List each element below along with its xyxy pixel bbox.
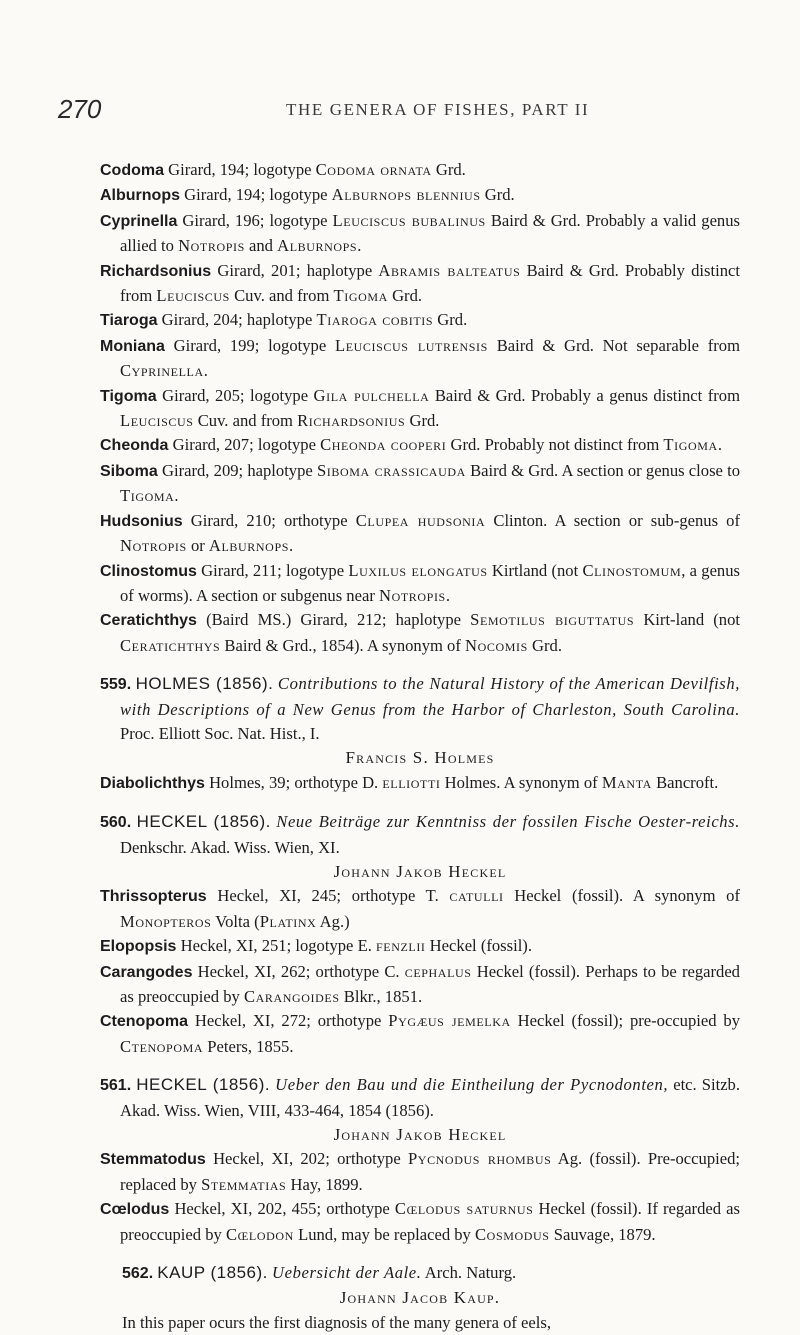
taxon-ref: Stemmatias bbox=[201, 1174, 287, 1194]
genus-entry bbox=[100, 608, 740, 658]
entry-text: Heckel (fossil); pre-occupied by bbox=[510, 1011, 741, 1031]
genus-entry bbox=[100, 308, 740, 333]
entry-text: . bbox=[357, 236, 362, 256]
genus-name: Richardsonius bbox=[100, 262, 212, 280]
genus-name: Elopopsis bbox=[100, 938, 177, 956]
entry-text: Volta ( bbox=[211, 911, 260, 931]
genus-entry bbox=[100, 384, 740, 434]
entry-text: Baird & Grd. A section or genus close to bbox=[465, 460, 740, 480]
page-header bbox=[58, 94, 758, 130]
reference-title: Neue Beiträge zur Kenntniss der fossilen Fische Oester-reichs. bbox=[276, 812, 740, 832]
entry-text: Girard, 201; haplotype bbox=[217, 260, 379, 280]
genus-name: Alburnops bbox=[100, 187, 180, 205]
reference-note: In this paper ocurs the first diagnosis of the many genera of eels, bbox=[122, 1312, 552, 1332]
genus-name: Thrissopterus bbox=[100, 888, 207, 906]
entry-text: Peters, 1855. bbox=[203, 1036, 294, 1056]
type-species: catulli bbox=[449, 886, 504, 906]
reference-author: HECKEL (1856). bbox=[136, 812, 271, 832]
reference-byline: Johann Jacob Kaup. bbox=[339, 1288, 501, 1308]
entry-text: . bbox=[174, 486, 179, 506]
type-species: Codoma ornata bbox=[315, 160, 432, 179]
entry-text: Ag.) bbox=[316, 911, 350, 931]
genus-entry bbox=[100, 459, 740, 509]
entry-text: Ag. (fossil). Pre-occupied; replaced by bbox=[120, 1149, 741, 1194]
type-species: Semotilus biguttatus bbox=[470, 610, 635, 630]
genus-name: Cheonda bbox=[100, 437, 169, 455]
genus-entry bbox=[100, 934, 740, 959]
entry-text: Girard, 194; logotype bbox=[168, 160, 316, 179]
entry-text: , a genus of worms). A section or subgenus near bbox=[120, 560, 740, 605]
entry-text: Heckel (fossil). Perhaps to be regarded as preoccupied by bbox=[120, 961, 740, 1006]
reference-publication: Arch. Naturg. bbox=[421, 1263, 517, 1283]
type-species: fenzlii bbox=[376, 936, 426, 956]
genus-entry bbox=[100, 509, 740, 559]
entry-text: Lund, may be replaced by bbox=[293, 1224, 476, 1244]
entry-text: Grd. bbox=[433, 310, 468, 330]
genus-name: Hudsonius bbox=[100, 512, 183, 530]
entry-text: Girard, 207; logotype bbox=[172, 435, 321, 455]
reference-560: 560. HECKEL (1856). Neue Beiträge zur Kenntniss der fossilen Fische Oester-reichs. Denkschr. Akad. Wiss. Wien, XI. bbox=[100, 812, 740, 857]
entry-text: Baird & Grd. Probably a genus distinct from bbox=[429, 385, 740, 405]
entry-text: Clinton. A section or sub-genus of bbox=[485, 510, 740, 530]
reference-publication: etc. Sitzb. Akad. Wiss. Wien, VIII, 433-464, 1854 (1856). bbox=[120, 1075, 741, 1120]
genus-name: Siboma bbox=[100, 462, 158, 480]
reference-561: 561. HECKEL (1856). Ueber den Bau und die Eintheilung der Pycnodonten, etc. Sitzb. Akad. Wiss. Wien, VIII, 433-464, 1854 (1856). bbox=[100, 1075, 741, 1120]
entry-text: Heckel, XI, 202, 455; orthotype bbox=[174, 1199, 395, 1219]
genus-name: Codoma bbox=[100, 162, 164, 179]
taxon-ref: Ceratichthys bbox=[120, 635, 221, 655]
type-species: Alburnops blennius bbox=[331, 185, 481, 205]
entry-text: Holmes, 39; orthotype D. bbox=[209, 772, 383, 792]
genus-entry bbox=[100, 259, 740, 309]
taxon-ref: Notropis bbox=[120, 536, 187, 556]
reference-title: Contributions to the Natural History of the American Devilfish, with Descriptions of a New Genus from the Harbor of Charleston, South Carolina. bbox=[120, 674, 741, 719]
entry-text: and bbox=[244, 236, 278, 256]
entry-text: Heckel, XI, 262; orthotype C. bbox=[197, 961, 405, 981]
taxon-ref: Carangoides bbox=[243, 987, 340, 1006]
running-head: THE GENERA OF FISHES, PART II bbox=[286, 100, 590, 119]
taxon-ref: Alburnops bbox=[277, 236, 358, 256]
page-body bbox=[100, 158, 740, 1335]
taxon-ref: Notropis bbox=[178, 236, 245, 256]
entry-text: Baird & Grd. Probably distinct from bbox=[120, 260, 740, 306]
genus-entry bbox=[100, 1197, 740, 1247]
reference-byline: Johann Jakob Heckel bbox=[333, 1125, 507, 1145]
genus-name: Cyprinella bbox=[100, 212, 178, 230]
entry-text: Heckel, XI, 251; logotype E. bbox=[180, 936, 376, 956]
genus-entry bbox=[100, 334, 740, 384]
reference-author: KAUP (1856). bbox=[157, 1263, 268, 1283]
entry-text: Baird & Grd. Not separable from bbox=[487, 335, 740, 355]
entry-text: Baird & Grd. Probably a valid genus allied to bbox=[120, 210, 740, 256]
entry-text: Heckel, XI, 245; orthotype T. bbox=[217, 886, 450, 906]
genus-name: Cœlodus bbox=[100, 1201, 170, 1219]
reference-byline: Johann Jakob Heckel bbox=[333, 861, 507, 881]
type-species: Abramis balteatus bbox=[378, 260, 521, 280]
type-species: Leuciscus bubalinus bbox=[332, 210, 486, 230]
entry-text: Heckel (fossil). If regarded as preoccupied by bbox=[120, 1199, 740, 1244]
entry-text: . bbox=[289, 536, 294, 556]
entry-text: . bbox=[717, 435, 722, 455]
taxon-ref: Tigoma bbox=[663, 435, 718, 455]
genus-list-holmes bbox=[100, 771, 740, 796]
type-species: Siboma crassicauda bbox=[316, 460, 466, 480]
entry-text: Heckel, XI, 272; orthotype bbox=[194, 1011, 389, 1031]
entry-text: Holmes. A synonym of bbox=[440, 772, 602, 792]
reference-publication: Proc. Elliott Soc. Nat. Hist., I. bbox=[120, 723, 320, 743]
genus-entry bbox=[100, 209, 740, 259]
entry-text: Heckel, XI, 202; orthotype bbox=[213, 1149, 408, 1169]
entry-text: Girard, 196; logotype bbox=[182, 210, 333, 230]
taxon-ref: Clinostomum bbox=[582, 560, 682, 580]
reference-559: 559. HOLMES (1856). Contributions to the Natural History of the American Devilfish, with Descriptions of a New Genus from the Harbor of Charleston, South Carolina. Proc. Elliott Soc. Nat. Hist., I. bbox=[100, 674, 741, 743]
genus-name: Tigoma bbox=[100, 387, 157, 405]
taxon-ref: Tigoma bbox=[333, 286, 388, 306]
genus-entry bbox=[100, 559, 740, 609]
reference-publication: Denkschr. Akad. Wiss. Wien, XI. bbox=[120, 837, 340, 857]
taxon-ref: Monopteros bbox=[120, 911, 212, 931]
type-species: Pycnodus rhombus bbox=[407, 1149, 552, 1169]
genus-name: Moniana bbox=[100, 337, 165, 355]
genus-entry bbox=[100, 433, 740, 458]
entry-text: Girard, 210; orthotype bbox=[190, 510, 356, 530]
reference-author: HECKEL (1856). bbox=[136, 1075, 271, 1095]
type-species: cephalus bbox=[404, 961, 472, 981]
entry-text: Kirt-land (not bbox=[634, 610, 741, 630]
entry-text: . bbox=[445, 585, 450, 605]
genus-name: Ctenopoma bbox=[100, 1013, 188, 1031]
genus-name: Stemmatodus bbox=[100, 1151, 206, 1169]
entry-text: Girard, 209; haplotype bbox=[162, 460, 317, 480]
taxon-ref: Alburnops bbox=[208, 536, 289, 556]
entry-text: Heckel (fossil). A synonym of bbox=[503, 886, 740, 906]
type-species: Gila pulchella bbox=[313, 385, 430, 405]
entry-text: Grd. bbox=[480, 185, 515, 205]
taxon-ref: Richardsonius bbox=[297, 411, 406, 431]
entry-text: Girard, 199; logotype bbox=[173, 335, 335, 355]
entry-text: (Baird MS.) Girard, 212; haplotype bbox=[206, 610, 471, 630]
taxon-ref: Nocomis bbox=[465, 635, 528, 655]
genus-list-heckel-a bbox=[100, 884, 740, 1059]
reference-author: HOLMES (1856). bbox=[135, 674, 274, 694]
type-species: Cheonda cooperi bbox=[320, 435, 447, 455]
page-number: 270 bbox=[58, 94, 102, 124]
entry-text: Kirtland (not bbox=[487, 560, 583, 580]
genus-entry bbox=[100, 1147, 740, 1197]
type-species: Pygæus jemelka bbox=[388, 1011, 511, 1031]
entry-text: Sauvage, 1879. bbox=[549, 1224, 656, 1244]
type-species: Cœlodus saturnus bbox=[394, 1199, 534, 1219]
entry-text: Girard, 205; logotype bbox=[162, 385, 314, 405]
reference-title: Uebersicht der Aale. bbox=[272, 1263, 422, 1283]
entry-text: Grd. bbox=[405, 411, 440, 431]
taxon-ref: Platinx bbox=[259, 911, 317, 931]
genus-entry bbox=[100, 884, 740, 934]
taxon-ref: Cyprinella bbox=[120, 361, 204, 381]
genus-name: Carangodes bbox=[100, 963, 193, 981]
entry-text: Cuv. and from bbox=[229, 286, 334, 306]
taxon-ref: Tigoma bbox=[120, 486, 175, 506]
genus-list-girard bbox=[100, 158, 740, 658]
genus-entry bbox=[100, 183, 740, 208]
reference-title: Ueber den Bau und die Eintheilung der Pycnodonten, bbox=[275, 1075, 669, 1095]
type-species: Leuciscus lutrensis bbox=[334, 335, 488, 355]
entry-text: Girard, 194; logotype bbox=[184, 185, 332, 205]
entry-text: Bancroft. bbox=[651, 772, 719, 792]
taxon-ref: Cosmodus bbox=[475, 1224, 550, 1244]
reference-byline: Francis S. Holmes bbox=[345, 748, 495, 768]
entry-text: Girard, 204; haplotype bbox=[161, 310, 317, 330]
taxon-ref: Cœlodon bbox=[225, 1224, 294, 1244]
entry-text: Grd. bbox=[527, 635, 562, 655]
entry-text: Grd. Probably not distinct from bbox=[446, 435, 664, 455]
entry-text: Baird & Grd., 1854). A synonym of bbox=[220, 635, 466, 655]
taxon-ref: Leuciscus bbox=[156, 286, 230, 306]
type-species: Clupea hudsonia bbox=[355, 510, 486, 530]
taxon-ref: Leuciscus bbox=[120, 411, 194, 431]
type-species: Luxilus elongatus bbox=[348, 560, 488, 580]
reference-562: 562. KAUP (1856). Uebersicht der Aale. Arch. Naturg. bbox=[122, 1263, 517, 1283]
genus-list-heckel-b bbox=[100, 1147, 740, 1247]
genus-name: Ceratichthys bbox=[100, 612, 197, 630]
genus-name: Clinostomus bbox=[100, 562, 197, 580]
entry-text: . bbox=[203, 361, 208, 381]
taxon-ref: Notropis bbox=[379, 585, 446, 605]
genus-entry bbox=[100, 158, 740, 183]
taxon-ref: Manta bbox=[601, 772, 652, 792]
genus-name: Diabolichthys bbox=[100, 774, 205, 792]
entry-text: or bbox=[186, 536, 209, 556]
entry-text: Grd. bbox=[387, 286, 423, 306]
taxon-ref: Ctenopoma bbox=[120, 1036, 204, 1056]
entry-text: Blkr., 1851. bbox=[339, 987, 423, 1006]
entry-text: Hay, 1899. bbox=[286, 1174, 363, 1194]
entry-text: Girard, 211; logotype bbox=[201, 560, 349, 580]
genus-entry bbox=[100, 960, 740, 1010]
entry-text: Cuv. and from bbox=[193, 411, 298, 431]
type-species: elliotti bbox=[382, 772, 441, 792]
genus-name: Tiaroga bbox=[100, 312, 158, 330]
entry-text: Grd. bbox=[431, 160, 466, 179]
entry-text: Heckel (fossil). bbox=[425, 936, 532, 956]
type-species: Tiaroga cobitis bbox=[316, 310, 434, 330]
genus-entry bbox=[100, 1009, 740, 1059]
genus-entry bbox=[100, 771, 740, 796]
